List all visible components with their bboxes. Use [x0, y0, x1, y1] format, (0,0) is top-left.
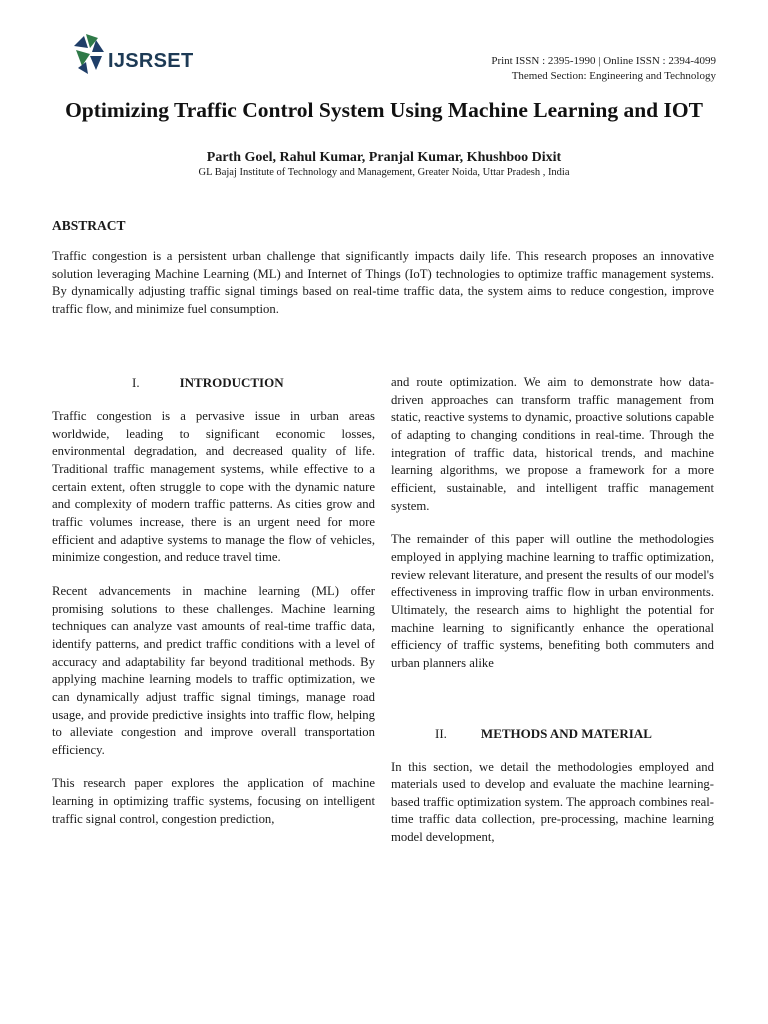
- issn-line: Print ISSN : 2395-1990 | Online ISSN : 2394-4099: [491, 55, 716, 67]
- affiliation: GL Bajaj Institute of Technology and Management, Greater Noida, Uttar Pradesh , India: [198, 167, 570, 178]
- issn-block: [491, 54, 716, 84]
- section-number: II.: [435, 725, 447, 741]
- logo-mark-shape: [74, 36, 88, 48]
- paragraph: Recent advancements in machine learning (ML) offer promising solutions to these challenges. Machine learning techniques can analyze vast amounts of real-time traffic data, identify patterns, and predict traffic conditions with a level of accuracy and adaptability far beyond traditional methods. By applying machine learning models to traffic optimization, we can dynamically adjust traffic signal timings, manage road usage, and provide predictive insights into traffic flow, helping to alleviate congestion and improve overall transportation efficiency.: [52, 583, 375, 757]
- section-heading-methods: [391, 725, 714, 742]
- paragraph: This research paper explores the application of machine learning in optimizing traffic systems, focusing on intelligent traffic signal control, congestion prediction,: [52, 776, 375, 826]
- paragraph: In this section, we detail the methodologies employed and materials used to develop and evaluate the machine learning-based traffic optimization system. The approach combines real-time traffic data collection, pre-processing, machine learning model development,: [391, 759, 714, 845]
- section-heading-introduction: [52, 374, 375, 391]
- logo-text: IJSRSET: [108, 50, 194, 72]
- logo-mark-shape: [90, 56, 102, 70]
- themed-section-line: Themed Section: Engineering and Technology: [511, 70, 716, 82]
- paragraph: The remainder of this paper will outline the methodologies employed in applying machine learning to traffic optimization, review relevant literature, and present the results of our model's effectiveness in improving traffic flow in urban environments. Ultimately, the research aims to highlight the potential for machine learning to significantly enhance the operational efficiency of traffic systems, benefiting both commuters and urban planners alike: [391, 532, 714, 670]
- left-column: [52, 374, 375, 844]
- authors: Parth Goel, Rahul Kumar, Pranjal Kumar, Khushboo Dixit: [206, 150, 562, 165]
- logo-mark-shape: [76, 50, 90, 66]
- abstract-text: Traffic congestion is a persistent urban challenge that significantly impacts daily life. This research proposes an innovative solution leveraging Machine Learning (ML) and Internet of Things (IoT) technologies to optimize traffic management systems. By dynamically adjusting traffic signal timings based on real-time traffic data, the system aims to reduce congestion, improve traffic flow, and minimize fuel consumption.: [52, 249, 714, 316]
- right-column: [391, 374, 714, 863]
- section-number: I.: [132, 375, 140, 390]
- paragraph: and route optimization. We aim to demonstrate how data-driven approaches can transform traffic management from static, reactive systems to dynamic, proactive solutions capable of adapting to changing conditions in real-time. Through the integration of traffic data, historical trends, and machine learning algorithms, we propose a framework for a more efficient, sustainable, and intelligent traffic management system.: [391, 375, 714, 513]
- section-title: INTRODUCTION: [179, 375, 284, 390]
- paper-title: Optimizing Traffic Control System Using Machine Learning and IOT: [65, 98, 703, 122]
- abstract-heading: ABSTRACT: [52, 218, 126, 233]
- paragraph: Traffic congestion is a pervasive issue in urban areas worldwide, leading to significant economic losses, environmental degradation, and decreased quality of life. Traditional traffic management systems, while effective to a certain extent, often struggle to cope with the dynamic nature and complexity of modern traffic patterns. As cities grow and traffic volumes increase, there is an urgent need for more efficient and adaptive systems to manage the flow of vehicles, minimize congestion, and reduce travel time.: [52, 409, 375, 565]
- section-title: METHODS AND MATERIAL: [480, 725, 652, 741]
